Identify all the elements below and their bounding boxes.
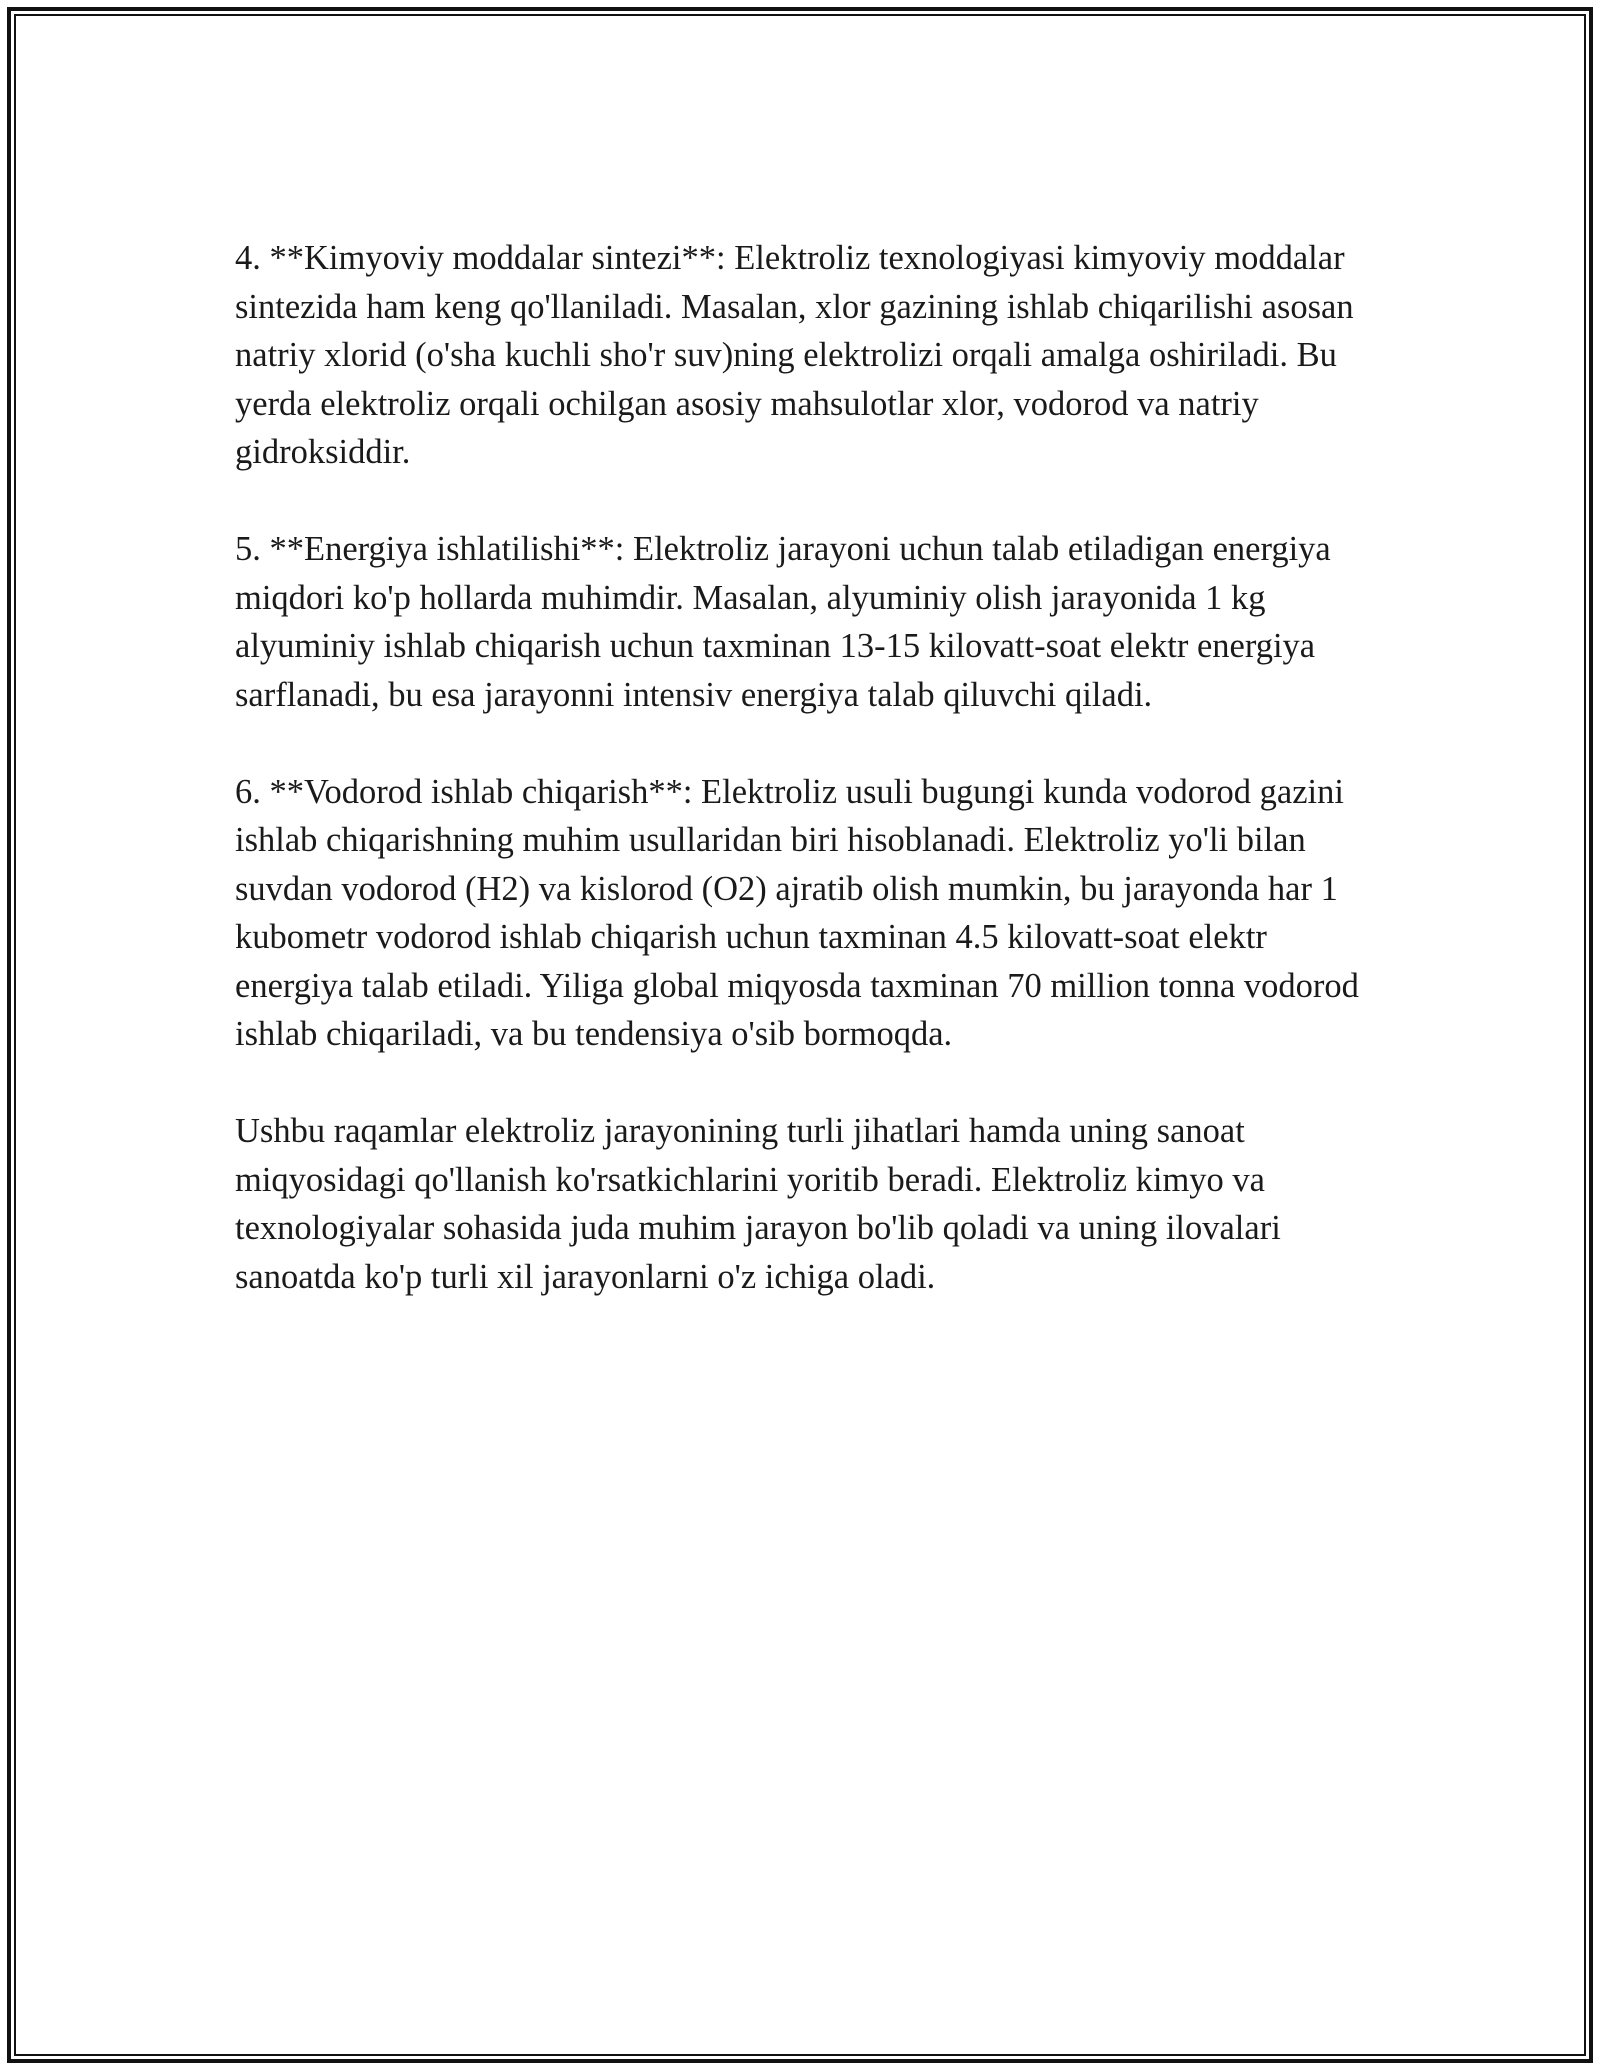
paragraph-conclusion: Ushbu raqamlar elektroliz jarayonining turli jihatlari hamda uning sanoat miqyosidagi qo'llanish ko'rsatkichlarini yoritib beradi. Elektroliz kimyo va texnologiyalar sohasida juda muhim jarayon bo'lib qoladi va uning ilovalari sanoatda ko'p turli xil jarayonlarni o'z ichiga oladi. <box>235 1112 1281 1296</box>
document-body <box>235 234 1375 1350</box>
paragraph-chemical-synthesis: 4. **Kimyoviy moddalar sintezi**: Elektroliz texnologiyasi kimyoviy moddalar sintezida ham keng qo'llaniladi. Masalan, xlor gazining ishlab chiqarilishi asosan natriy xlorid (o'sha kuchli sho'r suv)ning elektrolizi orqali amalga oshiriladi. Bu yerda elektroliz orqali ochilgan asosiy mahsulotlar xlor, vodorod va natriy gidroksiddir. <box>235 239 1354 471</box>
paragraph-energy-usage: 5. **Energiya ishlatilishi**: Elektroliz jarayoni uchun talab etiladigan energiya miqdori ko'p hollarda muhimdir. Masalan, alyuminiy olish jarayonida 1 kg alyuminiy ishlab chiqarish uchun taxminan 13-15 kilovatt-soat elektr energiya sarflanadi, bu esa jarayonni intensiv energiya talab qiluvchi qiladi. <box>235 530 1331 714</box>
paragraph-hydrogen-production: 6. **Vodorod ishlab chiqarish**: Elektroliz usuli bugungi kunda vodorod gazini ishlab chiqarishning muhim usullaridan biri hisoblanadi. Elektroliz yo'li bilan suvdan vodorod (H2) va kislorod (O2) ajratib olish mumkin, bu jarayonda har 1 kubometr vodorod ishlab chiqarish uchun taxminan 4.5 kilovatt-soat elektr energiya talab etiladi. Yiliga global miqyosda taxminan 70 million tonna vodorod ishlab chiqariladi, va bu tendensiya o'sib bormoqda. <box>235 772 1359 1053</box>
